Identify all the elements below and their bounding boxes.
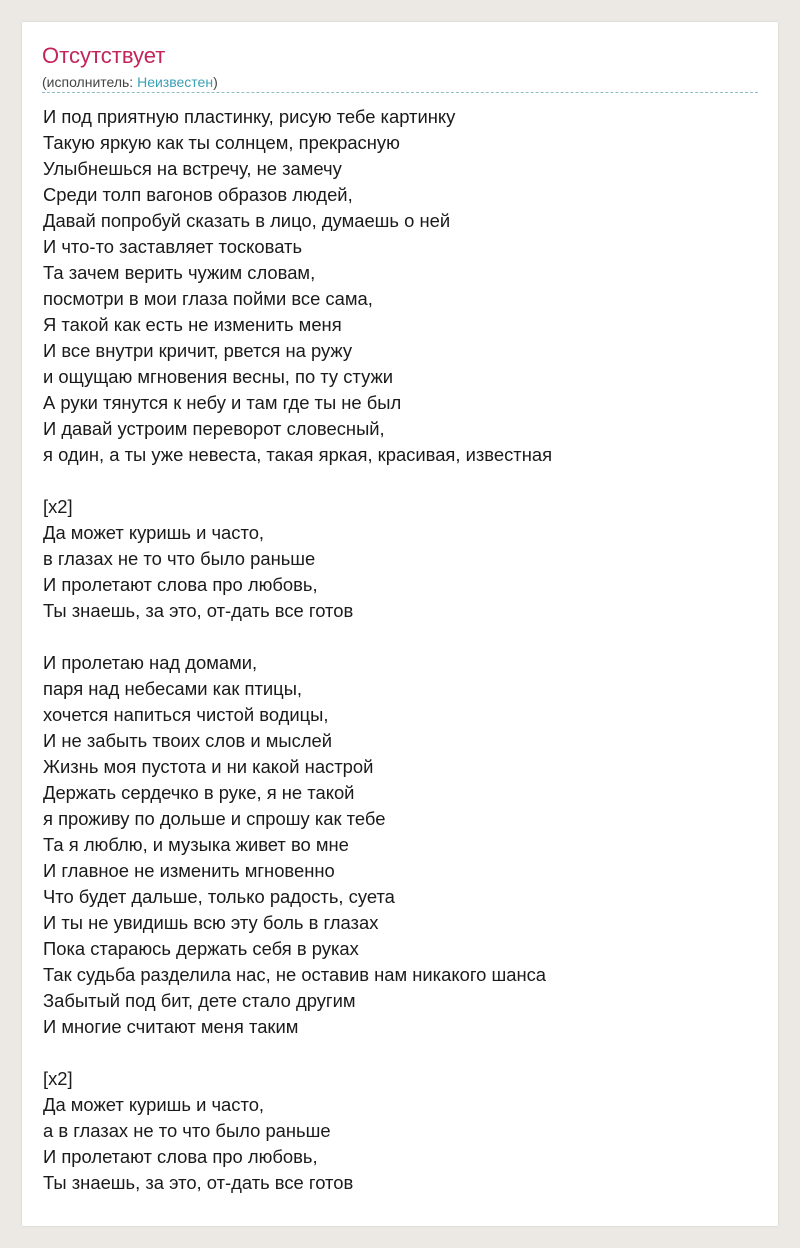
lyrics-card	[22, 22, 778, 1226]
lyric-line: в глазах не то что было раньше	[43, 548, 316, 569]
lyric-line: И пролетаю над домами,	[43, 652, 258, 673]
lyric-line: Жизнь моя пустота и ни какой настрой	[43, 756, 374, 777]
lyric-line: я один, а ты уже невеста, такая яркая, красивая, известная	[43, 444, 553, 465]
lyric-line: хочется напиться чистой водицы,	[43, 704, 329, 725]
lyric-line: Я такой как есть не изменить меня	[43, 314, 342, 335]
lyric-line: посмотри в мои глаза пойми все сама,	[43, 288, 373, 309]
lyric-line: а в глазах не то что было раньше	[43, 1120, 331, 1141]
lyric-line: Та я люблю, и музыка живет во мне	[43, 834, 349, 855]
lyric-line: Да может куришь и часто,	[43, 522, 265, 543]
lyric-line: паря над небесами как птицы,	[43, 678, 303, 699]
lyric-line: И не забыть твоих слов и мыслей	[43, 730, 333, 751]
lyric-line: И что-то заставляет тосковать	[43, 236, 303, 257]
lyric-line: Забытый под бит, дете стало другим	[43, 990, 356, 1011]
lyric-line: Пока стараюсь держать себя в руках	[43, 938, 359, 959]
stanza-gap	[43, 1040, 758, 1066]
lyric-line: Та зачем верить чужим словам,	[43, 262, 316, 283]
lyric-line: Держать сердечко в руке, я не такой	[43, 782, 355, 803]
lyric-line: И пролетают слова про любовь,	[43, 1146, 318, 1167]
title-divider	[42, 92, 758, 93]
lyric-line: Ты знаешь, за это, от-дать все готов	[43, 1172, 354, 1193]
song-title: Отсутствует	[42, 43, 166, 68]
lyric-line: Давай попробуй сказать в лицо, думаешь о ней	[43, 210, 451, 231]
lyric-line: И многие считают меня таким	[43, 1016, 299, 1037]
lyric-line: Да может куришь и часто,	[43, 1094, 265, 1115]
lyric-line: Улыбнешься на встречу, не замечу	[43, 158, 342, 179]
lyrics-text	[43, 104, 758, 1196]
performer-prefix: (исполнитель:	[42, 74, 138, 90]
lyric-line: И давай устроим переворот словесный,	[43, 418, 385, 439]
lyric-line: И главное не изменить мгновенно	[43, 860, 335, 881]
lyric-line: Ты знаешь, за это, от-дать все готов	[43, 600, 354, 621]
performer-suffix: )	[213, 74, 218, 90]
performer-line	[42, 73, 218, 91]
lyric-line: И пролетают слова про любовь,	[43, 574, 318, 595]
lyric-line: и ощущаю мгновения весны, по ту стужи	[43, 366, 394, 387]
lyric-line: А руки тянутся к небу и там где ты не был	[43, 392, 402, 413]
repeat-marker: [x2]	[43, 496, 73, 517]
stanza-gap	[43, 468, 758, 494]
stanza-gap	[43, 624, 758, 650]
lyric-line: И ты не увидишь всю эту боль в глазах	[43, 912, 379, 933]
performer-link[interactable]: Неизвестен	[137, 74, 214, 90]
lyric-line: Среди толп вагонов образов людей,	[43, 184, 353, 205]
repeat-marker: [x2]	[43, 1068, 73, 1089]
lyric-line: Так судьба разделила нас, не оставив нам никакого шанса	[43, 964, 547, 985]
lyric-line: И все внутри кричит, рвется на ружу	[43, 340, 353, 361]
lyric-line: я проживу по дольше и спрошу как тебе	[43, 808, 386, 829]
lyric-line: Такую яркую как ты солнцем, прекрасную	[43, 132, 400, 153]
lyric-line: Что будет дальше, только радость, суета	[43, 886, 395, 907]
lyric-line: И под приятную пластинку, рисую тебе картинку	[43, 106, 456, 127]
